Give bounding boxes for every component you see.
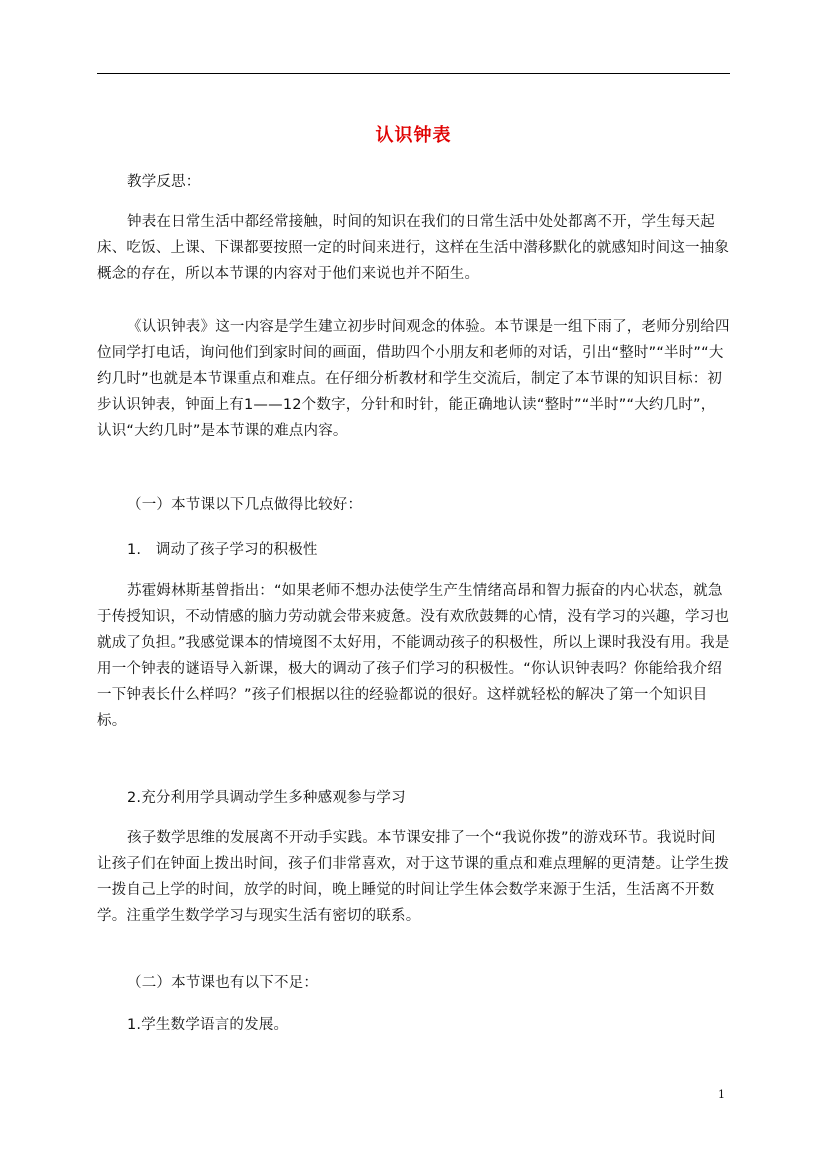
weakness-point-1: 1.学生数学语言的发展。 — [127, 1017, 289, 1033]
header-rule — [97, 73, 730, 74]
paragraph-point-2: 孩子数学思维的发展离不开动手实践。本节课安排了一个“我说你拨”的游戏环节。我说时间让孩子们在钟面上拨出时间，孩子们非常喜欢，对于这节课的重点和难点理解的更清楚。让学生拨一拨自己上学的时间，放学的时间，晚上睡觉的时间让学生体会数学来源于生活，生活离不开数学。注重学生数学学习与现实生活有密切的联系。 — [97, 830, 730, 924]
document-title: 认识钟表 — [375, 125, 452, 146]
paragraph-intro: 钟表在日常生活中都经常接触，时间的知识在我们的日常生活中处处都离不开，学生每天起床、吃饭、上课、下课都要按照一定的时间来进行，这样在生活中潜移默化的就感知时间这一抽象概念的存在，所以本节课的内容对于他们来说也并不陌生。 — [97, 214, 730, 282]
page-number: 1 — [718, 1088, 725, 1101]
paragraph-reflection-heading: 教学反思： — [127, 174, 201, 190]
section-heading-weaknesses: （二）本节课也有以下不足： — [127, 975, 319, 991]
point-heading-1: 1. 调动了孩子学习的积极性 — [127, 542, 318, 558]
point-heading-2: 2.充分利用学具调动学生多种感观参与学习 — [127, 790, 406, 806]
paragraph-point-1: 苏霍姆林斯基曾指出：“如果老师不想办法使学生产生情绪高昂和智力振奋的内心状态，就急于传授知识，不动情感的脑力劳动就会带来疲惫。没有欢欣鼓舞的心情，没有学习的兴趣，学习也就成了负担。”我感觉课本的情境图不太好用，不能调动孩子的积极性，所以上课时我没有用。我是用一个钟表的谜语导入新课，极大的调动了孩子们学习的积极性。“你认识钟表吗？你能给我介绍一下钟表长什么样吗？”孩子们根据以往的经验都说的很好。这样就轻松的解决了第一个知识目标。 — [97, 583, 730, 729]
section-heading-strengths: （一）本节课以下几点做得比较好： — [127, 497, 363, 513]
paragraph-lesson-overview: 《认识钟表》这一内容是学生建立初步时间观念的体验。本节课是一组下雨了，老师分别给四位同学打电话，询问他们到家时间的画面，借助四个小朋友和老师的对话，引出“整时”“半时”“大约几时”也就是本节课重点和难点。在仔细分析教材和学生交流后，制定了本节课的知识目标：初步认识钟表，钟面上有1——12个数字，分针和时针，能正确地认读“整时”“半时”“大约几时”，认识“大约几时”是本节课的难点内容。 — [97, 319, 730, 439]
